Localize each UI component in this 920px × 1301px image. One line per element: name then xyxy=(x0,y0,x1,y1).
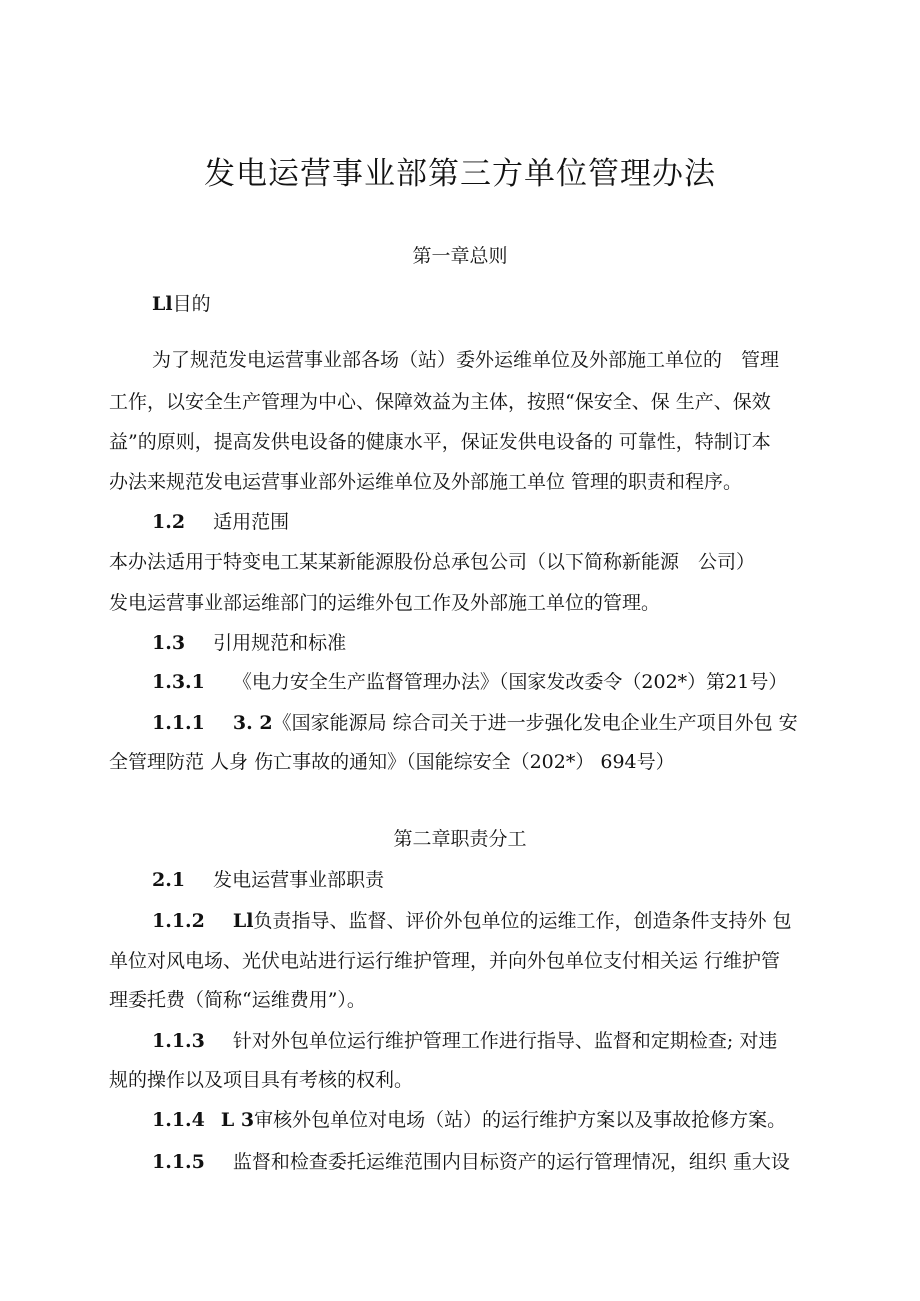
section-text: 《电力安全生产监督管理办法》（国家发改委令（202*）第21号） xyxy=(232,671,788,693)
section-text: 监督和检查委托运维范围内目标资产的运行管理情况，组织 重大设 xyxy=(232,1151,790,1173)
section-text: 审核外包单位对电场（站）的运行维护方案以及事故抢修方案。 xyxy=(254,1109,787,1131)
section-title: 引用规范和标准 xyxy=(213,632,347,654)
section-number: 1.1.4 xyxy=(152,1109,205,1131)
paragraph-line: 办法来规范发电运营事业部外运维单位及外部施工单位 管理的职责和程序。 xyxy=(109,471,743,493)
section-number: 1.1.1 xyxy=(152,712,205,734)
paragraph-line: 发电运营事业部运维部门的运维外包工作及外部施工单位的管理。 xyxy=(109,592,661,614)
section-text: 《国家能源局 综合司关于进一步强化发电企业生产项目外包 安 xyxy=(272,712,798,734)
paragraph-line: 全管理防范 人身 伤亡事故的通知》（国能综安全（202*） 694号） xyxy=(109,751,675,773)
sub-number: 3. 2 xyxy=(232,712,273,734)
section-1-1-4 xyxy=(152,1108,786,1132)
section-number: 1.1.2 xyxy=(152,910,205,932)
paragraph-line: 本办法适用于特变电工某某新能源股份总承包公司（以下简称新能源 公司） xyxy=(109,551,756,573)
section-1-1-1 xyxy=(152,711,798,735)
section-1-1-5 xyxy=(152,1150,790,1174)
paragraph-line: 理委托费（简称“运维费用”）。 xyxy=(109,989,366,1011)
section-number: 1.1.5 xyxy=(152,1151,205,1173)
section-number: 1.1.3 xyxy=(152,1030,205,1052)
section-text: 针对外包单位运行维护管理工作进行指导、监督和定期检查; 对违 xyxy=(232,1030,778,1052)
document-title: 发电运营事业部第三方单位管理办法 xyxy=(204,156,716,192)
chapter-2-heading: 第二章职责分工 xyxy=(393,828,527,850)
section-title: 发电运营事业部职责 xyxy=(213,869,385,891)
paragraph-line: 规的操作以及项目具有考核的权利。 xyxy=(109,1069,414,1091)
sub-number: L 3 xyxy=(220,1109,255,1131)
section-1-2 xyxy=(152,510,289,534)
section-title: 适用范围 xyxy=(213,511,290,533)
paragraph-line: 工作，以安全生产管理为中心、保障效益为主体，按照“保安全、保 生产、保效 xyxy=(109,391,771,413)
section-1-1-2 xyxy=(152,909,792,933)
sub-number: Ll xyxy=(232,910,254,932)
paragraph-line: 单位对风电场、光伏电站进行运行维护管理，并向外包单位支付相关运 行维护管 xyxy=(109,950,781,972)
section-2-1 xyxy=(152,868,384,892)
paragraph-line: 益”的原则，提高发供电设备的健康水平，保证发供电设备的 可靠性，特制订本 xyxy=(109,431,771,453)
section-1-3-1 xyxy=(152,670,787,694)
chapter-1-heading: 第一章总则 xyxy=(412,245,508,267)
section-1-1 xyxy=(152,292,211,316)
section-number: Ll xyxy=(152,293,173,315)
section-number: 2.1 xyxy=(152,869,186,891)
section-number: 1.3.1 xyxy=(152,671,205,693)
section-number: 1.3 xyxy=(152,632,186,654)
section-text: 负责指导、监督、评价外包单位的运维工作，创造条件支持外 包 xyxy=(253,910,792,932)
section-1-1-3 xyxy=(152,1029,777,1053)
section-1-3 xyxy=(152,631,346,655)
paragraph-line: 为了规范发电运营事业部各场（站）委外运维单位及外部施工单位的 管理 xyxy=(152,349,780,371)
section-number: 1.2 xyxy=(152,511,186,533)
section-title: 目的 xyxy=(172,293,211,315)
